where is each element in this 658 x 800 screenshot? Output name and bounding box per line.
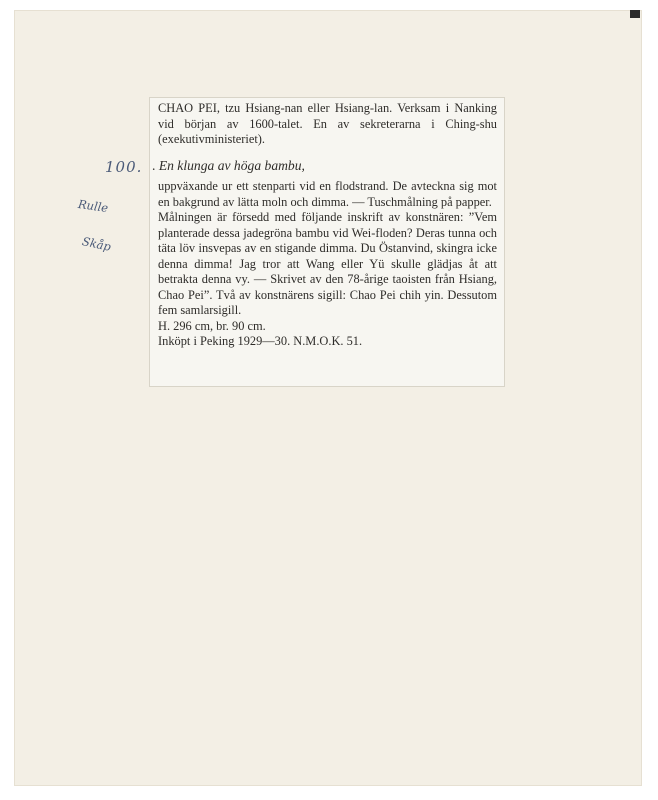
- dimensions: H. 296 cm, br. 90 cm.: [158, 318, 266, 333]
- entry-title-text: En klunga av höga bambu,: [158, 157, 305, 173]
- handwritten-note-skap: Skåp: [80, 234, 113, 254]
- inscription: Målningen är försedd med följande inskrift av konstnären: ”Vem planterade dessa jadegröna bambu vid Wei-floden? Deras tunna och täta löv insvepas av en stigande dimma. Du Östanvind, skingra icke denna dimma! Jag tror att Wang eller Yü skulle glädjas åt att betrakta denna vy. — Skrivet av den 78-årige taoisten från Hsiang, Chao Pei”. Två av konstnärens sigill: Chao Pei chih yin. Dessutom fem samlarsigill.: [158, 210, 497, 317]
- corner-mark: [630, 10, 640, 18]
- catalog-clipping: [149, 97, 505, 387]
- description: uppväxande ur ett stenparti vid en flodstrand. De avteckna sig mot en bakgrund av lätta moln och dimma. — Tuschmålning på papper.: [158, 179, 497, 209]
- handwritten-catalog-number: 100.: [105, 158, 143, 176]
- handwritten-note-rulle: Rulle: [77, 196, 110, 216]
- artist-intro: CHAO PEI, tzu Hsiang-nan eller Hsiang-lan. Verksam i Nanking vid början av 1600-talet. En av sekreterarna i Ching-shu (exekutivministeriet).: [158, 101, 497, 146]
- provenance: Inköpt i Peking 1929—30. N.M.O.K. 51.: [158, 334, 363, 348]
- entry-prefix: .: [152, 157, 156, 173]
- entry-title: [152, 158, 497, 174]
